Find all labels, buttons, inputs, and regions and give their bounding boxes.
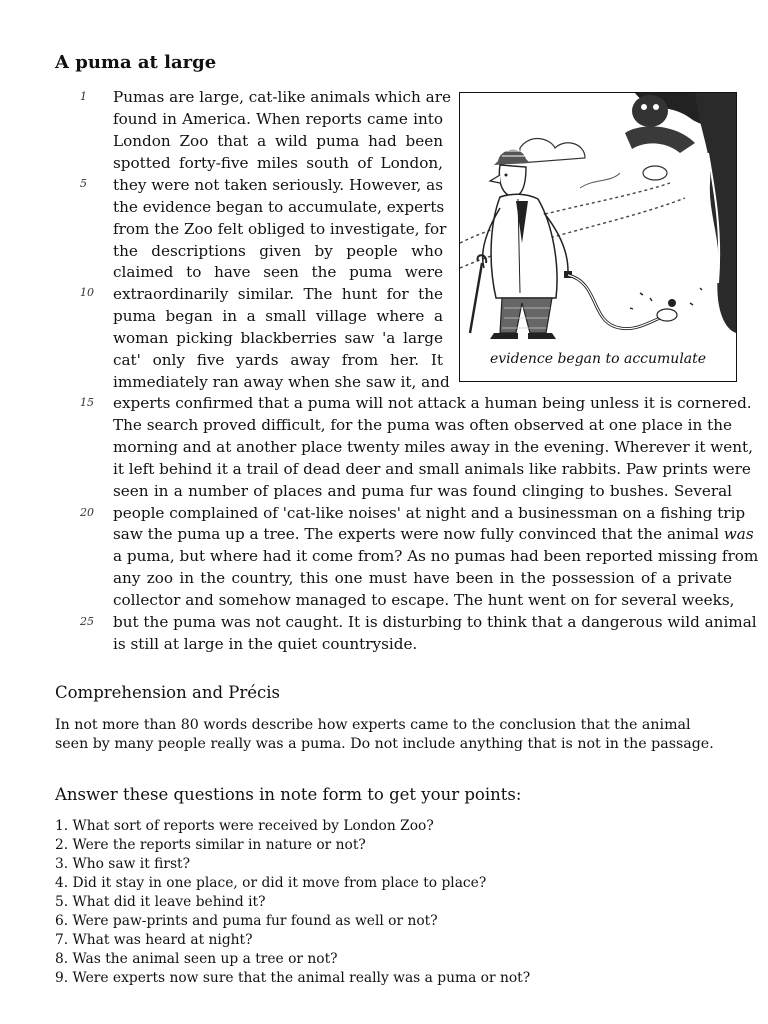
passage-line: the descriptions given by people who	[113, 242, 443, 260]
question-item: 9. Were experts now sure that the animal really was a puma or not?	[55, 970, 531, 986]
question-item: 4. Did it stay in one place, or did it move from place to place?	[55, 875, 487, 891]
passage-line: from the Zoo felt obliged to investigate, for	[113, 220, 447, 238]
cartoon-drawing	[460, 93, 736, 381]
emphasis-word: was	[723, 525, 754, 543]
passage-line: collector and somehow managed to escape. The hunt went on for several weeks,	[113, 591, 735, 609]
question-item: 8. Was the animal seen up a tree or not?	[55, 951, 338, 967]
illustration-caption: evidence began to accumulate	[489, 351, 707, 367]
question-item: 3. Who saw it first?	[55, 856, 190, 872]
passage-line: The search proved difficult, for the puma was often observed at one place in the	[113, 416, 732, 434]
question-item: 1. What sort of reports were received by London Zoo?	[55, 818, 434, 834]
passage-line: any zoo in the country, this one must have been in the possession of a private	[113, 569, 732, 587]
questions-heading: Answer these questions in note form to get your points:	[55, 785, 522, 804]
passage-line-text: saw the puma up a tree. The experts were now fully convinced that the animal	[113, 525, 724, 543]
passage-line: people complained of 'cat-like noises' at night and a businessman on a fishing trip	[113, 504, 746, 522]
question-item: 2. Were the reports similar in nature or not?	[55, 837, 366, 853]
passage-line: experts confirmed that a puma will not attack a human being unless it is cornered.	[113, 394, 752, 412]
passage-line: it left behind it a trail of dead deer and small animals like rabbits. Paw prints were	[113, 460, 751, 478]
passage-line: the evidence began to accumulate, experts	[113, 198, 445, 216]
passage-line: puma began in a small village where a	[113, 307, 443, 325]
passage-line: morning and at another place twenty miles away in the evening. Wherever it went,	[113, 438, 753, 456]
comprehension-instructions: In not more than 80 words describe how experts came to the conclusion that the animal seen by many people really was a puma. Do not include anything that is not in the passage.	[55, 717, 714, 752]
question-item: 6. Were paw-prints and puma fur found as well or not?	[55, 913, 438, 929]
passage-line: cat' only five yards away from her. It	[113, 351, 443, 369]
line-number: 15	[80, 396, 94, 409]
passage-line: immediately ran away when she saw it, and	[113, 373, 450, 391]
question-item: 7. What was heard at night?	[55, 932, 253, 948]
line-number: 1	[80, 90, 87, 103]
cartoon-illustration	[459, 92, 737, 382]
line-number: 5	[80, 177, 87, 190]
passage-line: a puma, but where had it come from? As no pumas had been reported missing from	[113, 547, 759, 565]
passage-line: seen in a number of places and puma fur was found clinging to bushes. Several	[113, 482, 732, 500]
passage-line: they were not taken seriously. However, as	[113, 176, 443, 194]
line-number: 10	[80, 286, 94, 299]
passage-line: is still at large in the quiet countryside.	[113, 635, 418, 653]
passage-line: woman picking blackberries saw 'a large	[113, 329, 443, 347]
comprehension-heading: Comprehension and Précis	[55, 683, 280, 702]
passage-line: spotted forty-five miles south of London,	[113, 154, 443, 172]
passage-line	[113, 523, 754, 545]
lesson-title: A puma at large	[55, 52, 217, 73]
passage-line: found in America. When reports came into	[113, 110, 443, 128]
passage-line: Pumas are large, cat-like animals which are	[113, 88, 451, 106]
passage-line: claimed to have seen the puma were	[113, 263, 443, 281]
line-number: 20	[80, 506, 94, 519]
passage-line: London Zoo that a wild puma had been	[113, 132, 443, 150]
line-number: 25	[80, 615, 94, 628]
question-item: 5. What did it leave behind it?	[55, 894, 266, 910]
passage-line: extraordinarily similar. The hunt for the	[113, 285, 443, 303]
passage-line: but the puma was not caught. It is disturbing to think that a dangerous wild animal	[113, 613, 757, 631]
